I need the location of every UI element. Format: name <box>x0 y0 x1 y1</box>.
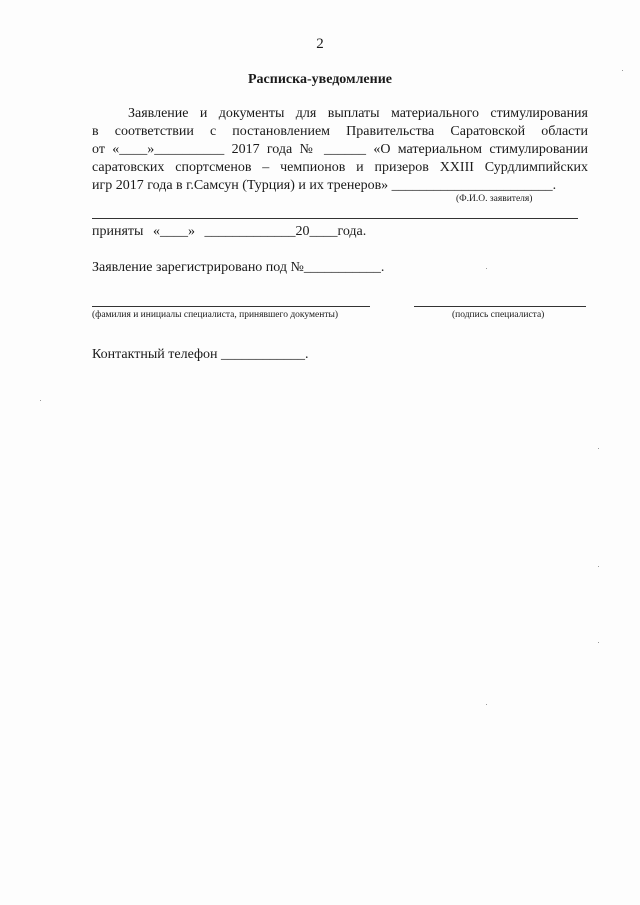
scan-speck <box>486 268 487 269</box>
paragraph-line-5: игр 2017 года в г.Самсун (Турция) и их тренеров» _______________________. <box>92 178 557 193</box>
scan-speck <box>486 704 487 705</box>
scan-speck <box>622 70 623 71</box>
scan-speck <box>598 642 599 643</box>
paragraph-line-4: саратовских спортсменов – чемпионов и призеров XXIII Сурдлимпийских <box>92 160 588 175</box>
scan-speck <box>598 448 599 449</box>
specialist-signature-caption: (подпись специалиста) <box>452 310 545 320</box>
scan-speck <box>40 400 41 401</box>
accepted-date-line: приняты «____» _____________20____года. <box>92 224 367 239</box>
paragraph-line-3: от «____»__________ 2017 года № ______ «О материальном стимулировании <box>92 142 588 157</box>
page-number: 2 <box>316 36 324 52</box>
applicant-name-caption: (Ф.И.О. заявителя) <box>456 194 533 204</box>
paragraph-line-1: Заявление и документы для выплаты материального стимулирования <box>128 106 588 121</box>
registration-number-line: Заявление зарегистрировано под №___________. <box>92 260 385 275</box>
specialist-name-line <box>92 306 370 307</box>
scan-speck <box>598 566 599 567</box>
contact-phone-line: Контактный телефон ____________. <box>92 347 309 362</box>
specialist-signature-line <box>414 306 586 307</box>
applicant-name-line <box>92 218 578 219</box>
paragraph-line-2: в соответствии с постановлением Правительства Саратовской области <box>92 124 588 139</box>
document-title: Расписка-уведомление <box>248 72 392 87</box>
specialist-name-caption: (фамилия и инициалы специалиста, принявшего документы) <box>92 310 339 320</box>
